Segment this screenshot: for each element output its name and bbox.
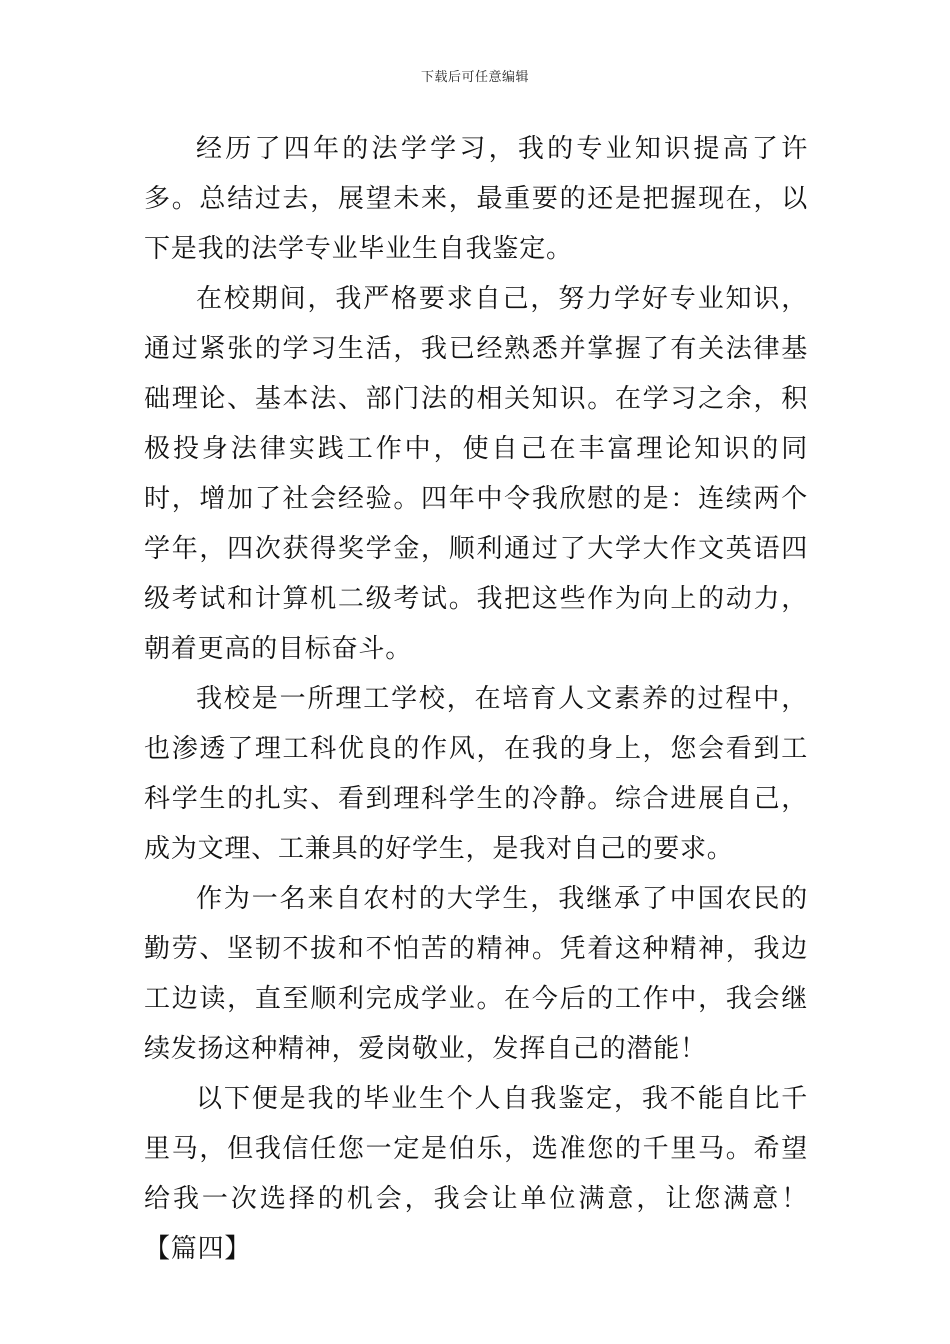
document-body	[144, 124, 808, 1274]
paragraph-intro: 经历了四年的法学学习，我的专业知识提高了许多。总结过去，展望未来，最重要的还是把握现在，以下是我的法学专业毕业生自我鉴定。	[144, 134, 808, 264]
paragraph-closing: 以下便是我的毕业生个人自我鉴定，我不能自比千里马，但我信任您一定是伯乐，选准您的千里马。希望给我一次选择的机会，我会让单位满意，让您满意！【篇四】	[144, 1084, 808, 1264]
paragraph-school-character: 我校是一所理工学校，在培育人文素养的过程中，也渗透了理工科优良的作风，在我的身上，您会看到工科学生的扎实、看到理科学生的冷静。综合进展自己，成为文理、工兼具的好学生，是我对自己的要求。	[144, 684, 808, 864]
paragraph-school-study: 在校期间，我严格要求自己，努力学好专业知识，通过紧张的学习生活，我已经熟悉并掌握了有关法律基础理论、基本法、部门法的相关知识。在学习之余，积极投身法律实践工作中，使自己在丰富理论知识的同时，增加了社会经验。四年中令我欣慰的是：连续两个学年，四次获得奖学金，顺利通过了大学大作文英语四级考试和计算机二级考试。我把这些作为向上的动力，朝着更高的目标奋斗。	[144, 284, 808, 664]
header-note: 下载后可任意编辑	[420, 70, 529, 85]
paragraph-rural-spirit: 作为一名来自农村的大学生，我继承了中国农民的勤劳、坚韧不拔和不怕苦的精神。凭着这种精神，我边工边读，直至顺利完成学业。在今后的工作中，我会继续发扬这种精神，爱岗敬业，发挥自己的潜能！	[144, 884, 808, 1064]
